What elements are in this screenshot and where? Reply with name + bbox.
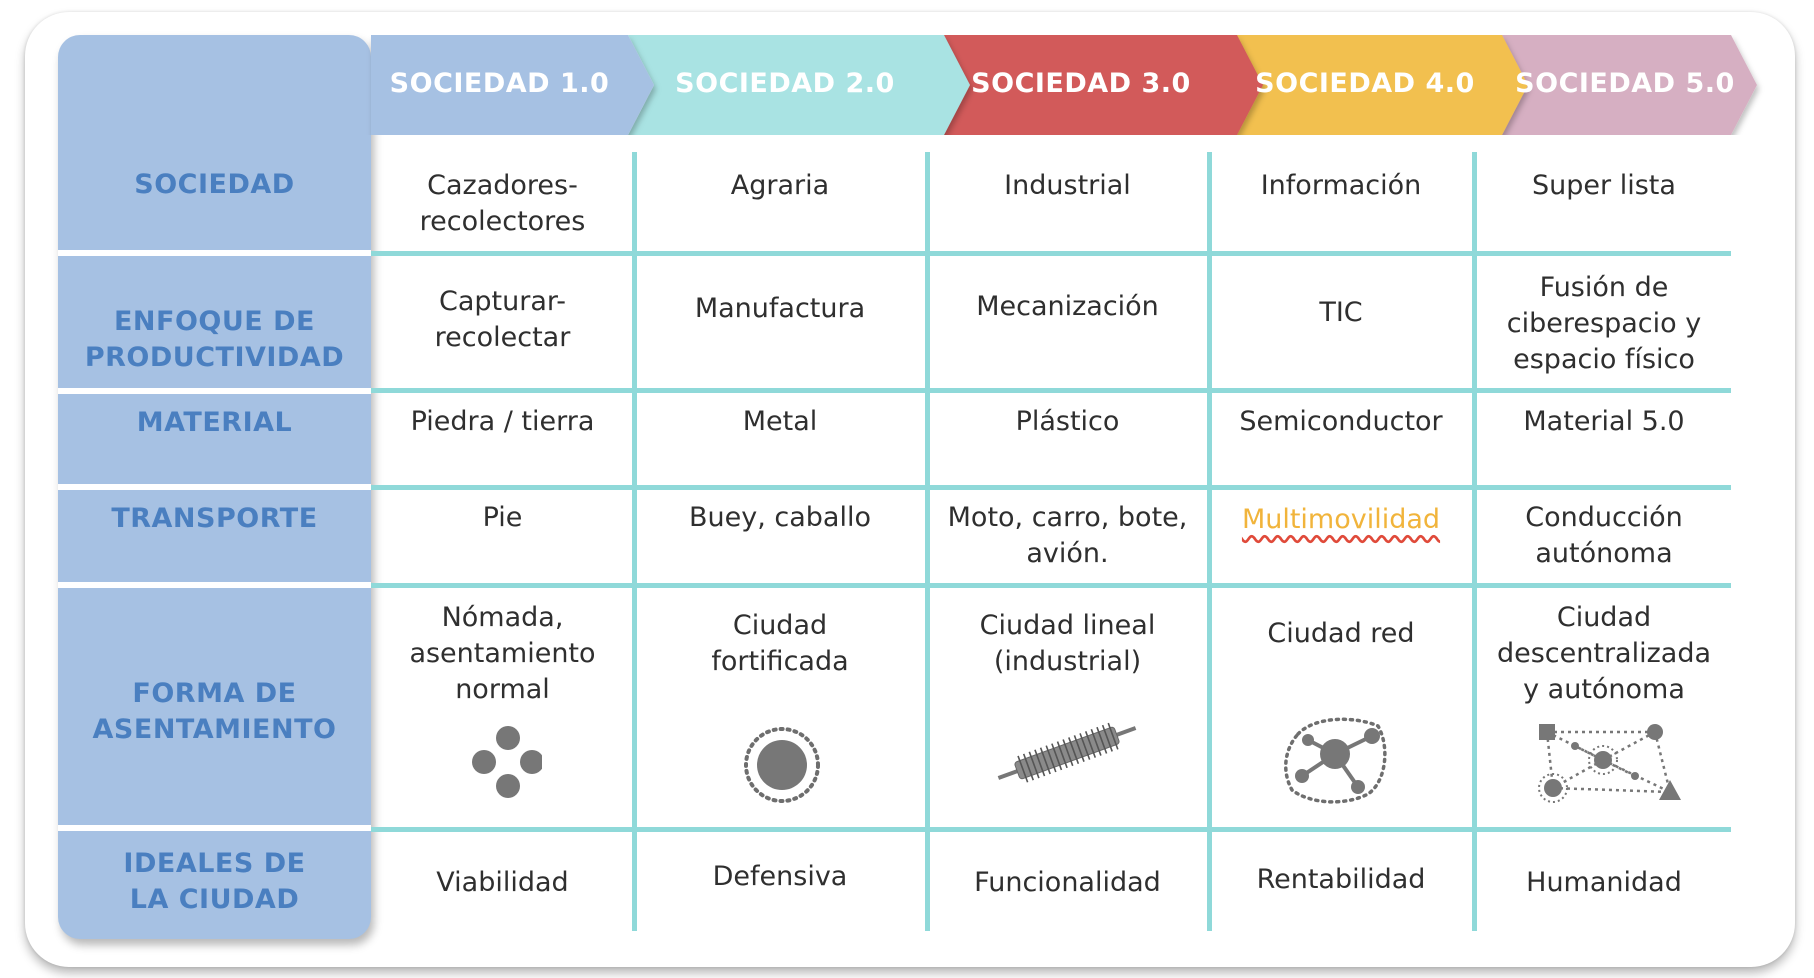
label-separator (58, 250, 371, 256)
grid-line-horizontal (371, 827, 1731, 832)
cell-material-5: Material 5.0 (1523, 406, 1685, 437)
cell-forma-1: Nómada, asentamiento normal (409, 602, 596, 705)
cell-material-2: Metal (742, 406, 818, 437)
cell-transporte-2: Buey, caballo (689, 502, 871, 533)
cell-ideales-1: Viabilidad (436, 867, 569, 898)
cell-enfoque-1: Capturar- recolectar (434, 286, 571, 353)
cell-forma-2: Ciudad fortificada (711, 610, 849, 677)
cell-material-1: Piedra / tierra (410, 406, 595, 437)
cell-ideales-3: Funcionalidad (974, 867, 1161, 898)
grid-line-horizontal (371, 251, 1731, 256)
label-separator (58, 825, 371, 831)
row-label-sociedad: SOCIEDAD (134, 169, 295, 200)
header-sociedad-4: SOCIEDAD 4.0 (1255, 67, 1475, 99)
header-sociedad-2: SOCIEDAD 2.0 (675, 67, 895, 99)
decentralized-network-icon (1535, 718, 1685, 808)
grid-line-vertical (632, 152, 637, 931)
cell-sociedad-3: Industrial (1004, 170, 1131, 201)
row-label-forma: FORMA DE ASENTAMIENTO (92, 678, 337, 745)
label-separator (58, 582, 371, 588)
cell-enfoque-3: Mecanización (976, 291, 1159, 322)
row-label-enfoque: ENFOQUE DE PRODUCTIVIDAD (84, 306, 345, 373)
header-sociedad-5: SOCIEDAD 5.0 (1515, 67, 1735, 99)
cell-forma-4: Ciudad red (1267, 618, 1415, 649)
cluster-dots-icon (462, 722, 542, 802)
cell-enfoque-2: Manufactura (694, 293, 866, 324)
grid-line-vertical (1207, 152, 1212, 931)
label-separator (58, 388, 371, 394)
cell-sociedad-4: Información (1260, 170, 1422, 201)
row-label-ideales: IDEALES DE LA CIUDAD (123, 848, 306, 915)
fortified-circle-icon (740, 723, 824, 807)
label-separator (58, 484, 371, 490)
cell-transporte-1: Pie (482, 502, 523, 533)
linear-city-icon (992, 718, 1142, 788)
cell-enfoque-4: TIC (1319, 297, 1363, 328)
grid-line-horizontal (371, 583, 1731, 588)
cell-transporte-4: Multimovilidad (1241, 504, 1441, 535)
row-label-material: MATERIAL (136, 407, 293, 438)
cell-material-3: Plástico (1015, 406, 1120, 437)
header-sociedad-1: SOCIEDAD 1.0 (389, 67, 610, 99)
cell-sociedad-1: Cazadores- recolectores (419, 170, 586, 237)
grid-line-horizontal (371, 388, 1731, 393)
cell-ideales-4: Rentabilidad (1256, 864, 1426, 895)
row-label-transporte: TRANSPORTE (111, 503, 318, 534)
cell-ideales-2: Defensiva (712, 861, 848, 892)
cell-sociedad-5: Super lista (1532, 170, 1676, 201)
grid-line-horizontal (371, 485, 1731, 490)
header-sociedad-3: SOCIEDAD 3.0 (971, 67, 1191, 99)
cell-sociedad-2: Agraria (730, 170, 830, 201)
cell-forma-3: Ciudad lineal (industrial) (979, 610, 1156, 677)
network-city-icon (1280, 712, 1390, 807)
cell-forma-5: Ciudad descentralizada y autónoma (1496, 602, 1712, 705)
cell-transporte-5: Conducción autónoma (1525, 502, 1683, 569)
cell-transporte-3: Moto, carro, bote, avión. (947, 502, 1188, 569)
cell-enfoque-5: Fusión de ciberespacio y espacio físico (1506, 272, 1702, 375)
cell-ideales-5: Humanidad (1526, 867, 1682, 898)
cell-material-4: Semiconductor (1239, 406, 1443, 437)
